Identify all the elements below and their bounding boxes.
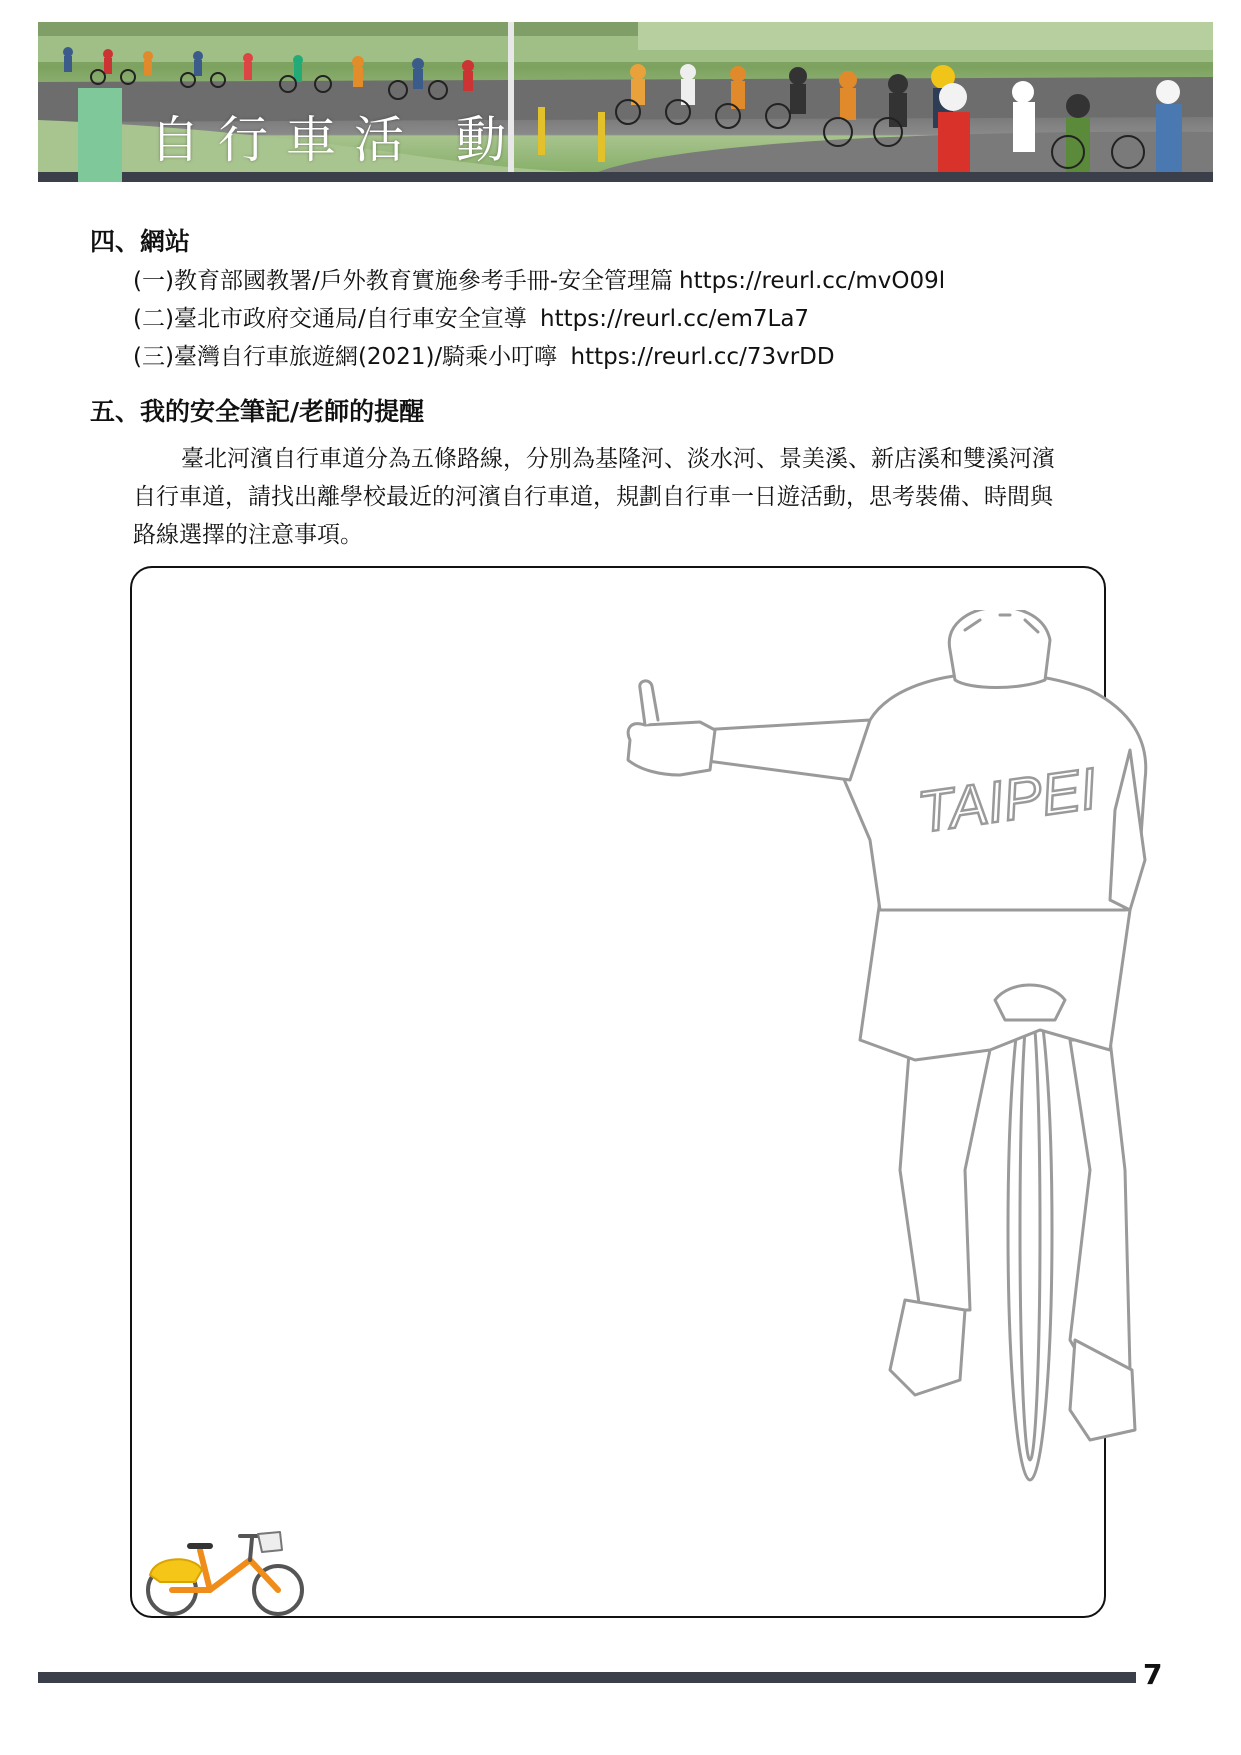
list-item: [133, 262, 1183, 300]
paragraph-line: 路線選擇的注意事項。: [133, 522, 363, 548]
link-label: (二)臺北市政府交通局/自行車安全宣導: [133, 306, 535, 332]
youbike-icon: [140, 1520, 310, 1620]
link-label: (三)臺灣自行車旅遊網(2021)/騎乘小叮嚀: [133, 344, 565, 370]
link-url[interactable]: https://reurl.cc/mvO09l: [679, 268, 946, 294]
cyclist-hand-signal-illustration: [570, 610, 1150, 1510]
section-heading-websites: 四、網站: [90, 227, 191, 256]
link-url[interactable]: https://reurl.cc/73vrDD: [570, 344, 835, 370]
website-list: [133, 262, 1183, 376]
link-label: (一)教育部國教署/戶外教育實施參考手冊-安全管理篇: [133, 268, 673, 294]
section-heading-safety-notes: 五、我的安全筆記/老師的提醒: [90, 397, 425, 426]
header-divider-bar: [38, 172, 1213, 182]
paragraph-line: 臺北河濱自行車道分為五條路線，分別為基隆河、淡水河、景美溪、新店溪和雙溪河濱: [181, 446, 1055, 472]
header-accent-block: [78, 88, 122, 182]
list-item: [133, 300, 1183, 338]
link-url[interactable]: https://reurl.cc/em7La7: [540, 306, 810, 332]
footer-bar: [38, 1672, 1136, 1683]
jersey-text: TAIPEI: [913, 756, 1101, 846]
page-number: 7: [1143, 1658, 1163, 1691]
paragraph-line: 自行車道，請找出離學校最近的河濱自行車道，規劃自行車一日遊活動，思考裝備、時間與: [133, 484, 1053, 510]
page-title: 自行車活 動: [150, 111, 524, 169]
list-item: [133, 338, 1183, 376]
section-paragraph: [133, 440, 1123, 554]
